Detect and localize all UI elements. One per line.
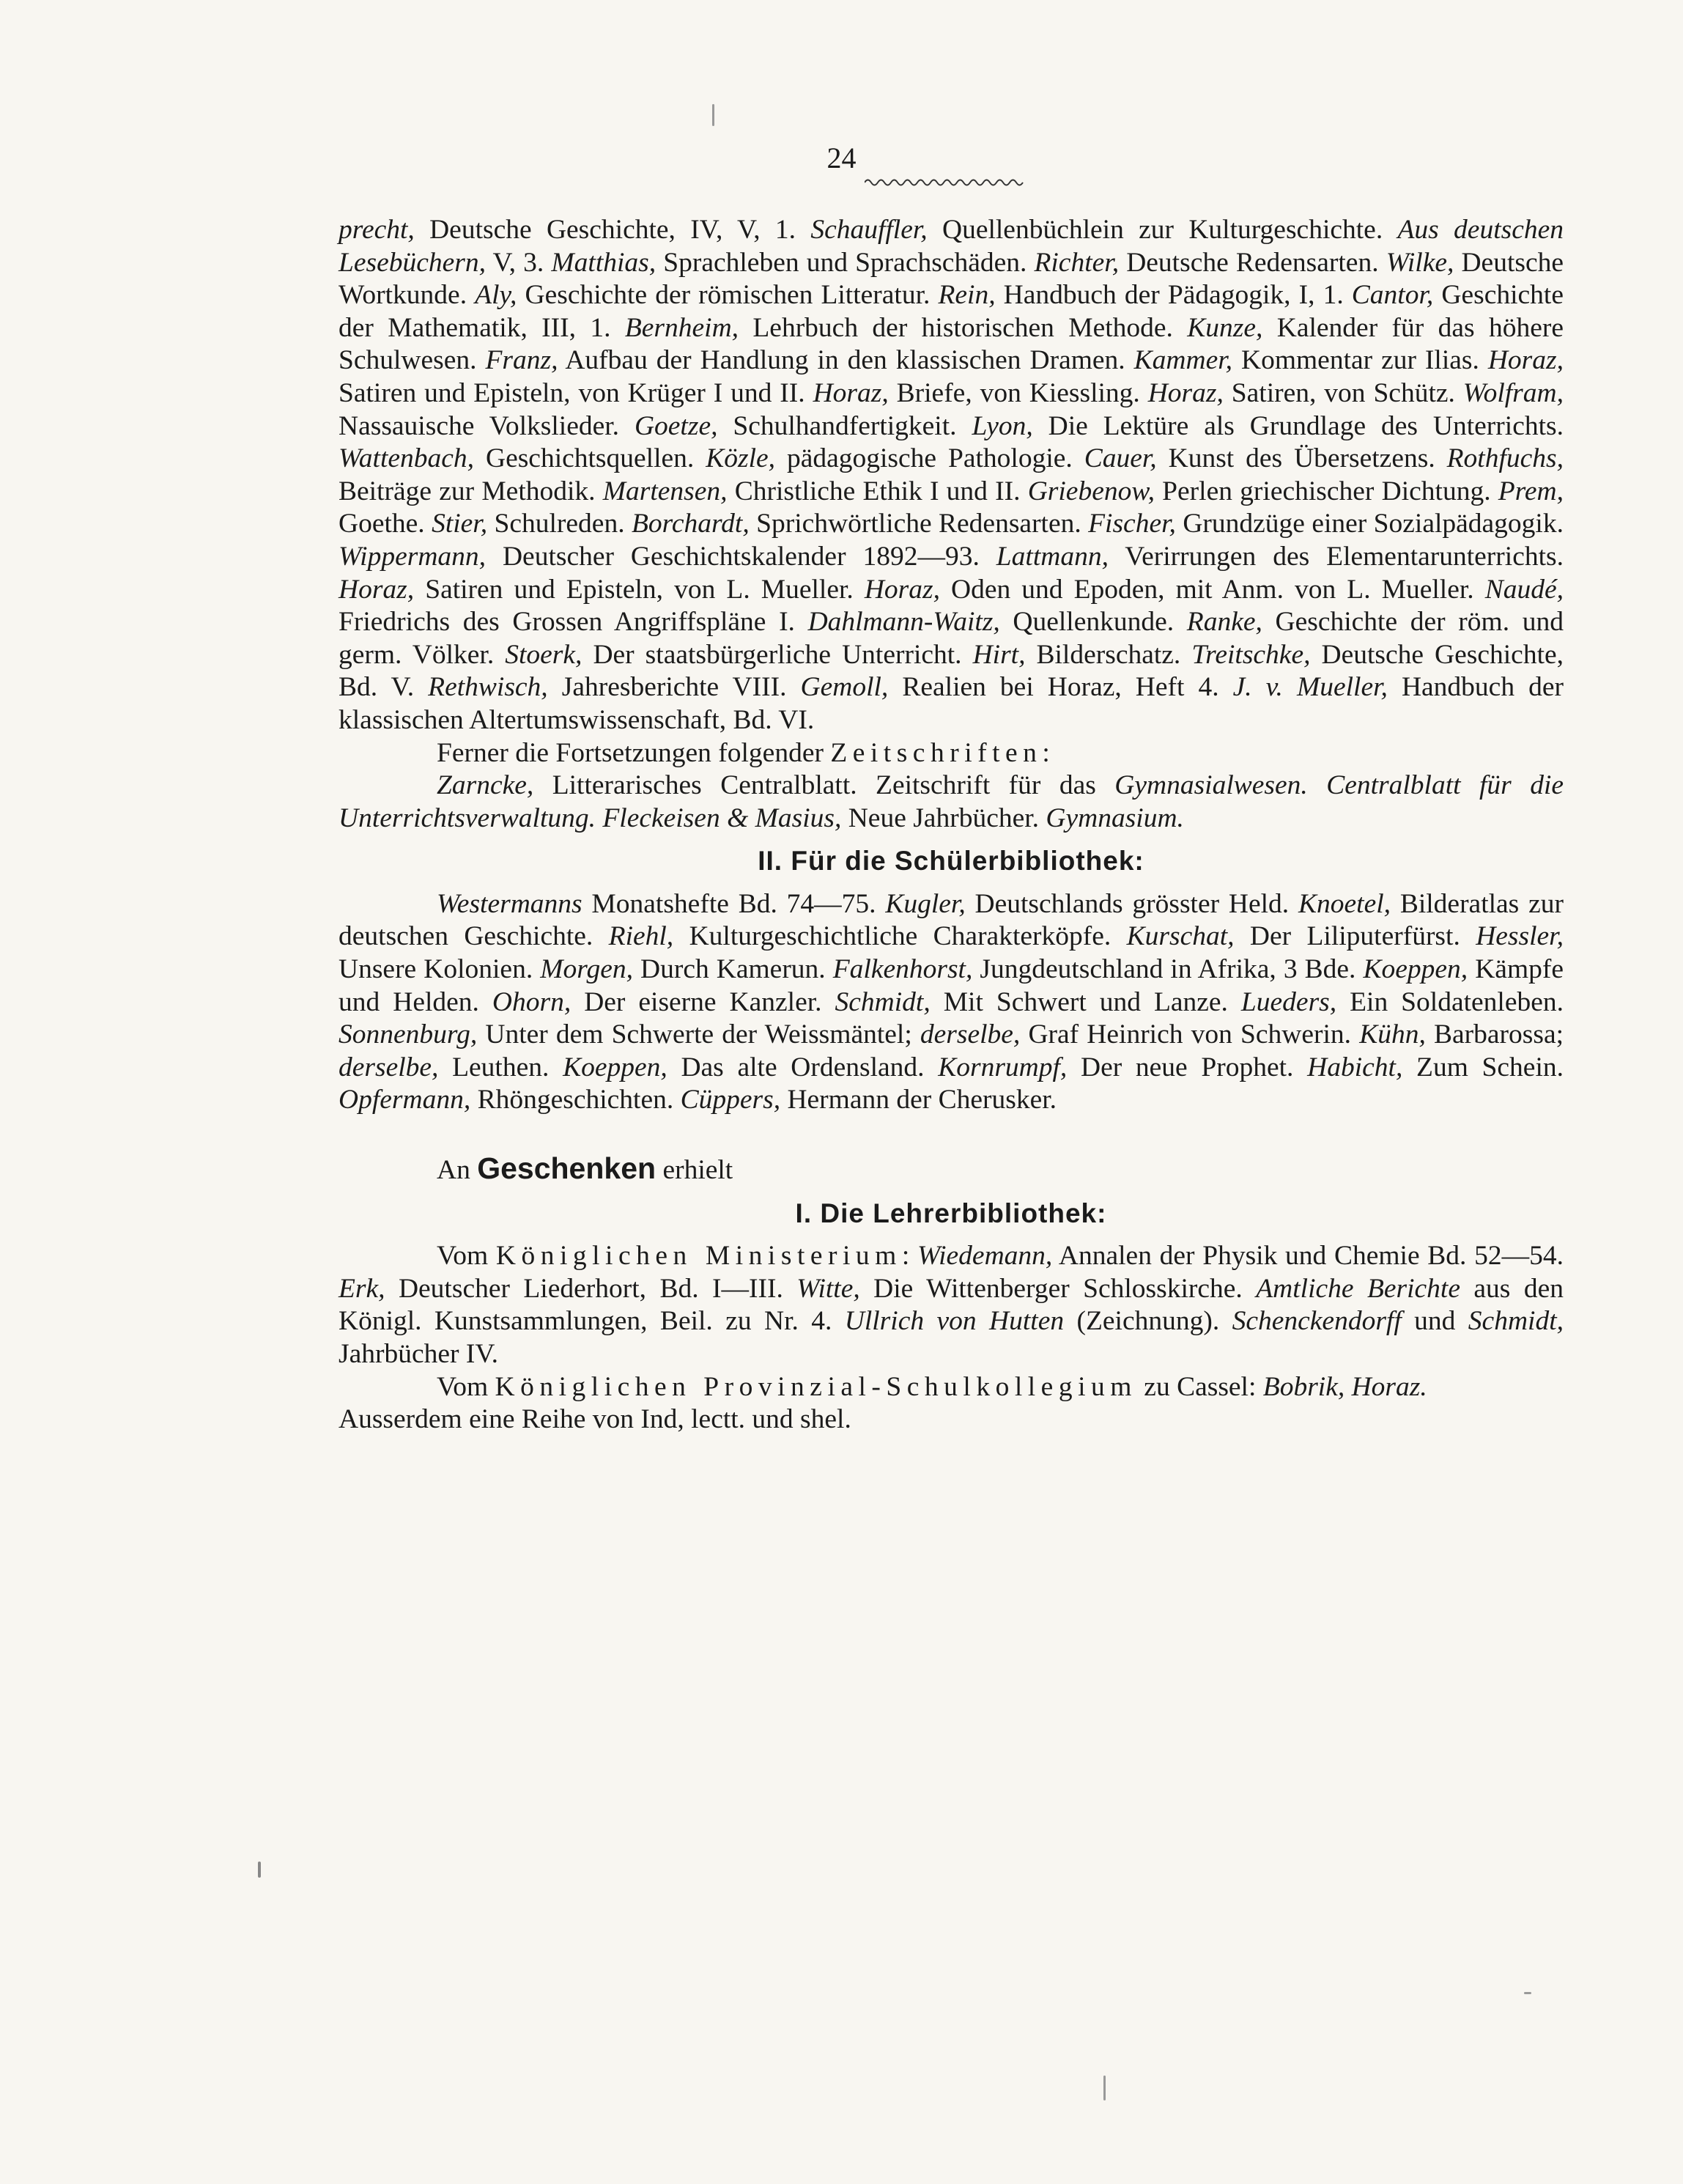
entry-text: Friedrichs des Grossen Angriffspläne I.	[339, 607, 808, 638]
author-name: Stier,	[432, 509, 488, 539]
author-name: Koeppen,	[1363, 954, 1468, 985]
author-name: Franz,	[485, 345, 558, 376]
author-name: Hessler,	[1476, 921, 1564, 952]
entry-text: Deutschlands grösster Held.	[965, 888, 1298, 919]
book-title: Gymnasium.	[1046, 803, 1184, 833]
author-name: Schenckendorff	[1232, 1306, 1402, 1337]
author-name: Ranke,	[1186, 607, 1262, 638]
author-name: Erk,	[339, 1273, 385, 1304]
book-title: Amtliche Berichte	[1256, 1273, 1460, 1304]
entry-text: Briefe, von Kiessling.	[888, 377, 1148, 408]
author-name: Cüppers,	[680, 1085, 781, 1115]
entry-text: Geschichte der Mathematik, III, 1.	[339, 280, 1564, 343]
entry-text: :	[901, 1241, 917, 1272]
page-number-ornament	[865, 177, 1024, 188]
author-name: J. v. Mueller,	[1232, 672, 1388, 703]
author-name: Gemoll,	[800, 672, 889, 703]
entry-text: Vom	[437, 1241, 496, 1272]
author-name: Matthias,	[551, 247, 656, 278]
entry-text: Der Liliputerfürst.	[1234, 921, 1476, 952]
entry-text: Goethe.	[339, 509, 432, 539]
entry-text: Grundzüge einer Sozialpädagogik.	[1175, 509, 1564, 539]
entry-text: Jahresberichte VIII.	[547, 672, 801, 703]
author-name: Prem,	[1498, 476, 1564, 506]
heading-student-library: II. Für die Schülerbibliothek:	[758, 846, 1144, 877]
entry-text: (Zeichnung).	[1064, 1306, 1232, 1337]
author-name: Schauffler,	[810, 215, 928, 245]
gifts-intro	[339, 1152, 1564, 1187]
scan-speck	[1103, 2076, 1106, 2100]
author-name: Lattmann,	[996, 541, 1109, 572]
entry-text: Oden und Epoden, mit Anm. von L. Mueller.	[939, 574, 1485, 605]
entry-text: Graf Heinrich von Schwerin.	[1020, 1019, 1360, 1050]
entry-text: Ferner die Fortsetzungen folgender	[437, 737, 831, 768]
entry-text: Geschichte der röm. und germ. Völker.	[339, 607, 1564, 670]
author-name: Kammer,	[1133, 345, 1233, 376]
entry-text: Rhöngeschichten.	[470, 1085, 681, 1115]
author-name: Bobrik, Horaz.	[1262, 1371, 1427, 1402]
entry-text: Deutscher Liederhort, Bd. I—III.	[385, 1273, 797, 1304]
entry-text: Bilderatlas zur deutschen Geschichte.	[339, 888, 1564, 952]
entry-text: aus den Königl. Kunstsammlungen, Beil. zu Nr. 4.	[339, 1273, 1564, 1337]
book-title: Aus deutschen Lesebüchern,	[339, 215, 1564, 278]
entry-text: Perlen griechischer Dichtung.	[1154, 476, 1498, 506]
entry-text: Deutscher Geschichtskalender 1892—93.	[486, 541, 996, 572]
entry-text: Realien bei Horaz, Heft 4.	[888, 672, 1233, 703]
spaced-term: Zeitschriften	[830, 737, 1043, 768]
paragraph-periodicals	[339, 770, 1564, 835]
entry-text: Sprichwörtliche Redensarten.	[749, 509, 1089, 539]
author-name: Lueders,	[1240, 986, 1337, 1017]
author-name: Kornrumpf,	[938, 1052, 1068, 1082]
entry-text: Der staatsbürgerliche Unterricht.	[582, 639, 973, 670]
author-name: Martensen,	[602, 476, 728, 506]
entry-text: Durch Kamerun.	[632, 954, 833, 985]
author-name: Stoerk,	[505, 639, 582, 670]
author-name: Fleckeisen & Masius,	[602, 803, 842, 833]
entry-text: und	[1401, 1306, 1468, 1337]
entry-text: Handbuch der Pädagogik, I, 1.	[995, 280, 1352, 311]
author-name: Horaz,	[339, 574, 415, 605]
entry-text: Deutsche Geschichte, Bd. V.	[339, 639, 1564, 703]
author-name: Habicht,	[1307, 1052, 1403, 1082]
body-text	[339, 214, 1564, 1436]
author-name: Cantor,	[1351, 280, 1434, 311]
entry-text: Vom	[437, 1371, 495, 1402]
author-name: derselbe,	[920, 1019, 1021, 1050]
author-name: Kurschat,	[1126, 921, 1235, 952]
entry-text: Geschichtsquellen.	[474, 443, 706, 474]
entry-text: Deutsche Geschichte, IV, V, 1.	[414, 215, 811, 245]
author-name: Hirt,	[972, 639, 1026, 670]
author-name: Rothfuchs,	[1446, 443, 1564, 474]
author-name: Westermanns	[437, 888, 582, 919]
entry-text: Quellenkunde.	[999, 607, 1187, 638]
paragraph-periodicals-intro	[339, 737, 1564, 770]
entry-text: Mit Schwert und Lanze.	[930, 986, 1241, 1017]
author-name: Cauer,	[1084, 443, 1157, 474]
author-name: Horaz,	[813, 377, 889, 408]
author-name: Opfermann,	[339, 1085, 471, 1115]
author-name: Horaz,	[1487, 345, 1564, 376]
entry-text: Leuthen.	[438, 1052, 563, 1082]
author-name: Fischer,	[1088, 509, 1176, 539]
entry-text: Schulreden.	[487, 509, 632, 539]
entry-text: Der eiserne Kanzler.	[571, 986, 835, 1017]
author-name: Naudé,	[1484, 574, 1564, 605]
entry-text: erhielt	[656, 1155, 733, 1186]
author-name: Kugler,	[885, 888, 966, 919]
paragraph-provincial-gifts	[339, 1371, 1564, 1404]
entry-text: Aufbau der Handlung in den klassischen Dramen.	[558, 345, 1134, 376]
entry-text: Deutsche Wortkunde.	[339, 247, 1564, 311]
book-title: Ullrich von Hutten	[844, 1306, 1065, 1337]
entry-text: Die Wittenberger Schlosskirche.	[859, 1273, 1257, 1304]
paragraph-additional	[339, 1403, 1564, 1436]
author-name: Griebenow,	[1027, 476, 1155, 506]
gifts-heading-word: Geschenken	[477, 1151, 656, 1186]
author-name: Schmidt,	[835, 986, 931, 1017]
entry-text: Jahrbücher IV.	[339, 1339, 498, 1369]
author-name: Wilke,	[1386, 247, 1454, 278]
entry-text: Ein Soldatenleben.	[1336, 986, 1564, 1017]
entry-text: Handbuch der klassischen Altertumswissenschaft, Bd. VI.	[339, 672, 1564, 735]
entry-text: Hermann der Cherusker.	[780, 1085, 1057, 1115]
author-name: Közle,	[706, 443, 776, 474]
author-name: Koeppen,	[563, 1052, 667, 1082]
author-name: Horaz,	[1147, 377, 1224, 408]
entry-text: Zum Schein.	[1402, 1052, 1564, 1082]
entry-text: Monatshefte Bd. 74—75.	[582, 888, 886, 919]
author-name: Wiedemann,	[917, 1241, 1053, 1272]
entry-text: Kalender für das höhere Schulwesen.	[339, 312, 1564, 376]
author-name: Treitschke,	[1191, 639, 1311, 670]
entry-text: Beiträge zur Methodik.	[339, 476, 603, 506]
heading-teacher-library: I. Die Lehrerbibliothek:	[795, 1198, 1107, 1228]
paragraph-teacher-library-continued	[339, 214, 1564, 737]
entry-text: Quellenbüchlein zur Kulturgeschichte.	[927, 215, 1398, 245]
author-name: Rethwisch,	[428, 672, 548, 703]
author-name: Bernheim,	[624, 312, 739, 343]
author-name: Sonnenburg,	[339, 1019, 478, 1050]
entry-text: Unter dem Schwerte der Weissmäntel;	[477, 1019, 920, 1050]
entry-text: Bilderschatz.	[1025, 639, 1192, 670]
author-name: precht,	[339, 215, 415, 245]
entry-text: pädagogische Pathologie.	[775, 443, 1084, 474]
entry-text: Kämpfe und Helden.	[339, 954, 1564, 1017]
entry-text: Deutsche Redensarten.	[1119, 247, 1386, 278]
author-name: Lyon,	[972, 410, 1033, 441]
entry-text	[596, 803, 602, 833]
entry-text: Sprachleben und Sprachschäden.	[656, 247, 1035, 278]
author-name: Zarncke,	[437, 770, 534, 801]
scan-speck	[1524, 1992, 1531, 1994]
entry-text: Nassauische Volkslieder.	[339, 410, 635, 441]
page-number: 24	[826, 141, 857, 174]
scan-speck	[712, 104, 714, 126]
author-name: Rein,	[938, 280, 996, 311]
entry-text: Neue Jahrbücher.	[841, 803, 1046, 833]
author-name: Kühn,	[1359, 1019, 1426, 1050]
entry-text: Kulturgeschichtliche Charakterköpfe.	[673, 921, 1127, 952]
author-name: Wolfram,	[1462, 377, 1564, 408]
author-name: Witte,	[796, 1273, 860, 1304]
author-name: Aly,	[475, 280, 517, 311]
entry-text: Der neue Prophet.	[1067, 1052, 1308, 1082]
spaced-term: Königlichen Provinzial-Schulkollegium	[495, 1371, 1137, 1402]
entry-text: Schulhandfertigkeit.	[717, 410, 972, 441]
entry-text: Satiren und Episteln, von L. Mueller.	[414, 574, 865, 605]
entry-text: Jungdeutschland in Afrika, 3 Bde.	[972, 954, 1364, 985]
entry-text: V, 3.	[486, 247, 552, 278]
author-name: Falkenhorst,	[832, 954, 973, 985]
paragraph-student-library	[339, 888, 1564, 1117]
author-name: Knoetel,	[1298, 888, 1391, 919]
book-title: Centralblatt für die Unterrichtsverwaltung.	[339, 770, 1564, 833]
author-name: Morgen,	[540, 954, 633, 985]
author-name: Borchardt,	[631, 509, 750, 539]
scan-speck	[258, 1862, 261, 1878]
entry-text: Lehrbuch der historischen Methode.	[739, 312, 1188, 343]
entry-text: Geschichte der römischen Litteratur.	[517, 280, 939, 311]
entry-text: Kunst des Übersetzens.	[1156, 443, 1447, 474]
author-name: Dahlmann-Waitz,	[807, 607, 1000, 638]
entry-text: Annalen der Physik und Chemie Bd. 52—54.	[1052, 1241, 1564, 1272]
author-name: Kunze,	[1187, 312, 1263, 343]
entry-text: Christliche Ethik I und II.	[727, 476, 1028, 506]
entry-text: Kommentar zur Ilias.	[1232, 345, 1488, 376]
author-name: Schmidt,	[1468, 1306, 1564, 1337]
entry-text: Satiren und Episteln, von Krüger I und II.	[339, 377, 813, 408]
entry-text: Ausserdem eine Reihe von Ind, lectt. und shel.	[339, 1404, 851, 1435]
entry-text: An	[437, 1155, 478, 1186]
entry-text: Verirrungen des Elementarunterrichts.	[1108, 541, 1564, 572]
spaced-term: Königlichen Ministerium	[495, 1241, 902, 1272]
entry-text	[1308, 770, 1326, 800]
author-name: Wattenbach,	[339, 443, 475, 474]
entry-text: Barbarossa;	[1425, 1019, 1564, 1050]
paragraph-ministry-gifts	[339, 1240, 1564, 1370]
author-name: Goetze,	[634, 410, 718, 441]
entry-text: Die Lektüre als Grundlage des Unterrichts.	[1032, 410, 1564, 441]
book-title: Gymnasialwesen.	[1114, 770, 1308, 801]
author-name: Horaz,	[864, 574, 940, 605]
entry-text: :	[1042, 737, 1050, 768]
author-name: derselbe,	[339, 1052, 439, 1082]
author-name: Ohorn,	[492, 986, 572, 1017]
entry-text: Litterarisches Centralblatt. Zeitschrift für das	[533, 770, 1115, 801]
author-name: Richter,	[1034, 247, 1120, 278]
author-name: Wippermann,	[339, 541, 487, 572]
entry-text: Satiren, von Schütz.	[1223, 377, 1463, 408]
entry-text: zu Cassel:	[1136, 1371, 1263, 1402]
entry-text: Unsere Kolonien.	[339, 954, 541, 985]
author-name: Riehl,	[608, 921, 674, 952]
entry-text: Das alte Ordensland.	[667, 1052, 939, 1082]
